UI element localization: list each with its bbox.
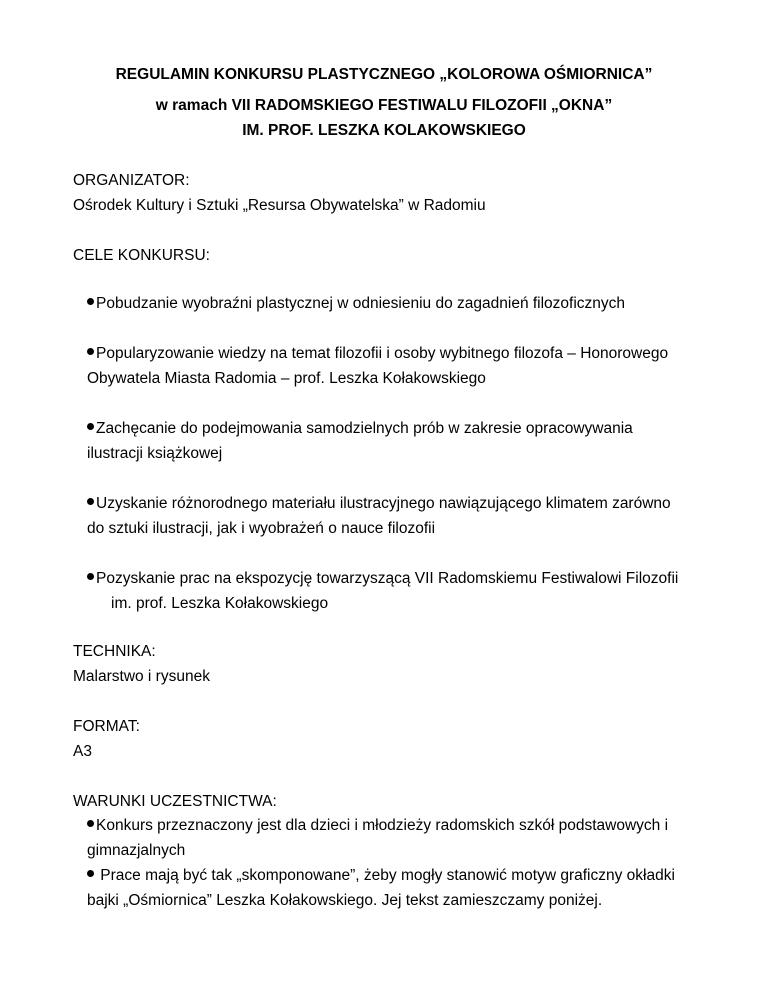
condition-item-2-cont: bajki „Ośmiornica” Leszka Kołakowskiego. Jej tekst zamieszczamy poniżej. [87, 892, 603, 909]
condition-item-1: Konkurs przeznaczony jest dla dzieci i młodzieży radomskich szkół podstawowych i [87, 818, 668, 834]
bullet-icon [87, 423, 94, 430]
title-line-1: REGULAMIN KONKURSU PLASTYCZNEGO „KOLOROWA OŚMIORNICA” [115, 66, 653, 83]
goal-item-4: Uzyskanie różnorodnego materiału ilustracyjnego nawiązującego klimatem zarówno [87, 496, 671, 512]
goal-item-5-cont: im. prof. Leszka Kołakowskiego [111, 595, 329, 612]
bullet-icon [87, 870, 94, 877]
condition-item-1-cont: gimnazjalnych [87, 842, 186, 859]
bullet-icon [87, 820, 94, 827]
condition-item-2: Prace mają być tak „skomponowane”, żeby mogły stanowić motyw graficzny okładki [87, 868, 675, 884]
title-line-3: IM. PROF. LESZKA KOLAKOWSKIEGO [242, 122, 526, 139]
goal-item-3-cont: ilustracji książkowej [87, 445, 223, 462]
bullet-icon [87, 573, 94, 580]
goal-item-1: Pobudzanie wyobraźni plastycznej w odniesieniu do zagadnień filozoficznych [87, 296, 625, 312]
bullet-icon [87, 348, 94, 355]
goal-item-2-cont: Obywatela Miasta Radomia – prof. Leszka Kołakowskiego [87, 370, 486, 387]
goals-heading: CELE KONKURSU: [73, 247, 210, 264]
bullet-icon [87, 498, 94, 505]
organizer-heading: ORGANIZATOR: [73, 172, 190, 189]
format-value: A3 [73, 743, 92, 760]
bullet-icon [87, 298, 94, 305]
goal-item-4-cont: do sztuki ilustracji, jak i wyobrażeń o nauce filozofii [87, 520, 436, 537]
goal-item-5: Pozyskanie prac na ekspozycję towarzyszącą VII Radomskiemu Festiwalowi Filozofii [87, 571, 678, 587]
format-heading: FORMAT: [73, 718, 140, 735]
conditions-heading: WARUNKI UCZESTNICTWA: [73, 793, 277, 810]
technique-heading: TECHNIKA: [73, 643, 156, 660]
title-line-2: w ramach VII RADOMSKIEGO FESTIWALU FILOZOFII „OKNA” [155, 97, 613, 114]
goal-item-3: Zachęcanie do podejmowania samodzielnych prób w zakresie opracowywania [87, 421, 633, 437]
technique-value: Malarstwo i rysunek [73, 668, 210, 685]
organizer-value: Ośrodek Kultury i Sztuki „Resursa Obywatelska” w Radomiu [73, 197, 486, 214]
goal-item-2: Popularyzowanie wiedzy na temat filozofii i osoby wybitnego filozofa – Honorowego [87, 346, 668, 362]
